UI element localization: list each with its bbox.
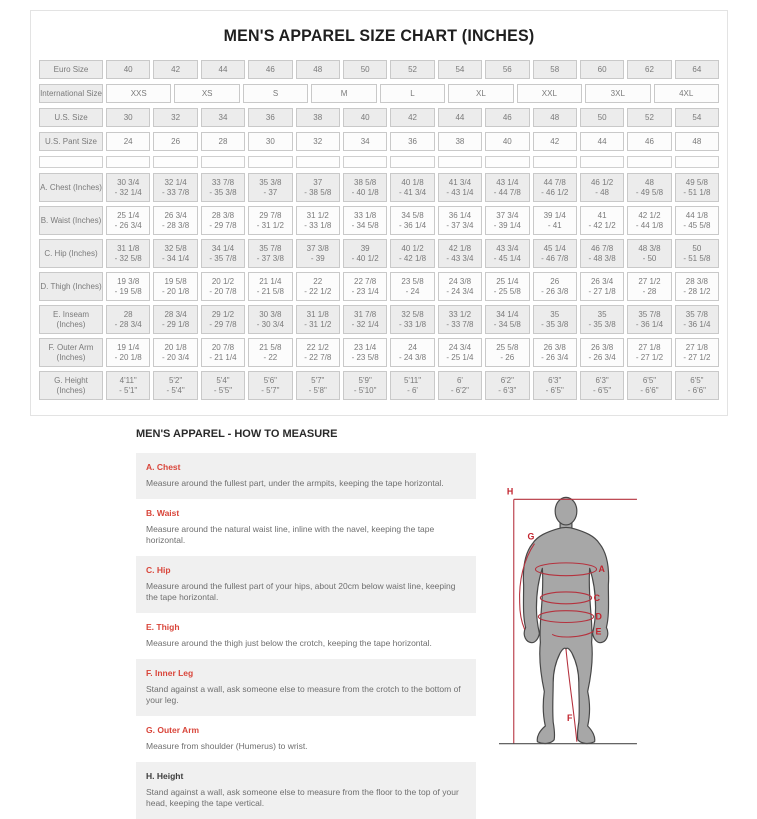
size-cell: 32 5/8 - 34 1/4: [153, 239, 197, 268]
size-cell: 62: [627, 60, 671, 79]
size-cell: 28 3/8 - 29 7/8: [201, 206, 245, 235]
size-cell: 35 7/8 - 36 1/4: [627, 305, 671, 334]
size-cell: 21 1/4 - 21 5/8: [248, 272, 292, 301]
size-cell: 48: [675, 132, 719, 151]
size-cell: 35 - 35 3/8: [580, 305, 624, 334]
size-cell: 30: [248, 132, 292, 151]
measure-item-heading: E. Thigh: [146, 622, 180, 632]
size-cell: 26 3/8 - 26 3/4: [533, 338, 577, 367]
size-cell: 37 3/8 - 39: [296, 239, 340, 268]
size-cell: 25 5/8 - 26: [485, 338, 529, 367]
size-cell: 28 3/8 - 28 1/2: [675, 272, 719, 301]
size-cell: 39 - 40 1/2: [343, 239, 387, 268]
size-cell: 46: [485, 108, 529, 127]
size-cell: 33 7/8 - 35 3/8: [201, 173, 245, 202]
size-cell: 40: [485, 132, 529, 151]
how-to-measure-title: MEN'S APPAREL - HOW TO MEASURE: [136, 428, 338, 440]
measure-instruction-item: [136, 762, 476, 819]
size-cell: 30: [106, 108, 150, 127]
size-cell: 32 5/8 - 33 1/8: [390, 305, 434, 334]
size-chart-table: [39, 60, 719, 400]
measure-instruction-item: [136, 613, 476, 659]
empty-size-cell: [106, 156, 150, 168]
size-cell: 42 1/8 - 43 3/4: [438, 239, 482, 268]
size-cell: 46: [248, 60, 292, 79]
inner-leg-line: [566, 649, 577, 742]
size-chart-row: [39, 108, 719, 127]
size-cell: 44: [580, 132, 624, 151]
measure-item-text: Stand against a wall, ask someone else to measure from the floor to the top of your head, keeping the tape vertical.: [146, 787, 459, 808]
size-cell: 43 1/4 - 44 7/8: [485, 173, 529, 202]
size-cell: 41 - 42 1/2: [580, 206, 624, 235]
size-cell: 42: [533, 132, 577, 151]
size-cell: XXS: [106, 84, 171, 103]
size-cell: 40: [106, 60, 150, 79]
size-cell: S: [243, 84, 308, 103]
measure-item-heading: B. Waist: [146, 508, 180, 518]
size-cell: 54: [438, 60, 482, 79]
size-cell: 25 1/4 - 25 5/8: [485, 272, 529, 301]
size-cell: 50 - 51 5/8: [675, 239, 719, 268]
empty-size-cell: [580, 156, 624, 168]
size-cell: 28 3/4 - 29 1/8: [153, 305, 197, 334]
size-cell: 42 1/2 - 44 1/8: [627, 206, 671, 235]
size-cell: 60: [580, 60, 624, 79]
size-cell: 50: [343, 60, 387, 79]
size-chart-row: [39, 239, 719, 268]
size-cell: 41 3/4 - 43 1/4: [438, 173, 482, 202]
measure-item-heading: F. Inner Leg: [146, 668, 194, 678]
size-chart-row: [39, 60, 719, 79]
measure-instruction-item: [136, 453, 476, 499]
size-cell: 40 1/8 - 41 3/4: [390, 173, 434, 202]
size-cell: 4XL: [654, 84, 719, 103]
size-cell: 24 3/8 - 24 3/4: [438, 272, 482, 301]
size-cell: 40: [343, 108, 387, 127]
size-cell: 49 5/8 - 51 1/8: [675, 173, 719, 202]
size-cell: 22 - 22 1/2: [296, 272, 340, 301]
size-cell: 19 3/8 - 19 5/8: [106, 272, 150, 301]
size-cell: XL: [448, 84, 513, 103]
size-cell: 48 - 49 5/8: [627, 173, 671, 202]
size-cell: 3XL: [585, 84, 650, 103]
measure-instructions-list: [136, 453, 476, 819]
size-cell: 34 1/4 - 34 5/8: [485, 305, 529, 334]
size-cell: 48 3/8 - 50: [627, 239, 671, 268]
size-cell: 24 - 24 3/8: [390, 338, 434, 367]
measure-item-text: Stand against a wall, ask someone else to measure from the crotch to the bottom of your leg.: [146, 684, 461, 705]
size-cell: 29 1/2 - 29 7/8: [201, 305, 245, 334]
size-cell: 21 5/8 - 22: [248, 338, 292, 367]
empty-size-cell: [390, 156, 434, 168]
size-cell: 23 5/8 - 24: [390, 272, 434, 301]
size-cell: 26 3/4 - 28 3/8: [153, 206, 197, 235]
empty-size-cell: [201, 156, 245, 168]
row-label: U.S. Pant Size: [39, 132, 103, 151]
size-cell: 24 3/4 - 25 1/4: [438, 338, 482, 367]
measure-item-text: Measure from shoulder (Humerus) to wrist.: [146, 741, 308, 751]
size-cell: 26 3/8 - 26 3/4: [580, 338, 624, 367]
empty-size-cell: [438, 156, 482, 168]
empty-size-cell: [627, 156, 671, 168]
size-cell: 33 1/8 - 34 5/8: [343, 206, 387, 235]
size-cell: 33 1/2 - 33 7/8: [438, 305, 482, 334]
size-cell: 42: [390, 108, 434, 127]
size-chart-row: [39, 272, 719, 301]
row-label: [39, 156, 103, 168]
size-cell: 31 1/8 - 31 1/2: [296, 305, 340, 334]
size-cell: 32 1/4 - 33 7/8: [153, 173, 197, 202]
size-cell: 38: [296, 108, 340, 127]
row-label: B. Waist (Inches): [39, 206, 103, 235]
size-cell: 5'11" - 6': [390, 371, 434, 400]
measure-item-text: Measure around the natural waist line, inline with the navel, keeping the tape horizontal.: [146, 524, 435, 545]
size-cell: 20 7/8 - 21 1/4: [201, 338, 245, 367]
row-label: G. Height (Inches): [39, 371, 103, 400]
size-cell: 38 5/8 - 40 1/8: [343, 173, 387, 202]
row-label: E. Inseam (Inches): [39, 305, 103, 334]
size-cell: 34: [201, 108, 245, 127]
row-label: Euro Size: [39, 60, 103, 79]
size-cell: 36: [248, 108, 292, 127]
row-label: International Size: [39, 84, 103, 103]
size-cell: 48: [296, 60, 340, 79]
size-cell: 48: [533, 108, 577, 127]
size-chart-row: [39, 156, 719, 168]
size-cell: 50: [580, 108, 624, 127]
size-cell: 31 1/8 - 32 5/8: [106, 239, 150, 268]
body-measure-diagram: [486, 453, 646, 793]
size-cell: 42: [153, 60, 197, 79]
size-chart-row: [39, 206, 719, 235]
measure-instruction-item: [136, 499, 476, 556]
empty-size-cell: [533, 156, 577, 168]
size-cell: M: [311, 84, 376, 103]
size-cell: 46: [627, 132, 671, 151]
row-label: D. Thigh (Inches): [39, 272, 103, 301]
size-cell: 26 - 26 3/8: [533, 272, 577, 301]
size-chart-row: [39, 173, 719, 202]
size-cell: 19 1/4 - 20 1/8: [106, 338, 150, 367]
row-label: C. Hip (Inches): [39, 239, 103, 268]
size-cell: 45 1/4 - 46 7/8: [533, 239, 577, 268]
size-cell: 37 - 38 5/8: [296, 173, 340, 202]
size-cell: 37 3/4 - 39 1/4: [485, 206, 529, 235]
size-cell: 20 1/2 - 20 7/8: [201, 272, 245, 301]
empty-size-cell: [248, 156, 292, 168]
size-cell: 34 5/8 - 36 1/4: [390, 206, 434, 235]
size-cell: 23 1/4 - 23 5/8: [343, 338, 387, 367]
measure-item-text: Measure around the fullest part of your hips, about 20cm below waist line, keeping the tape horizontal.: [146, 581, 456, 602]
size-cell: 58: [533, 60, 577, 79]
size-cell: 5'7" - 5'8": [296, 371, 340, 400]
size-cell: 6'2" - 6'3": [485, 371, 529, 400]
size-cell: 22 7/8 - 23 1/4: [343, 272, 387, 301]
how-to-measure-section: [136, 428, 648, 819]
size-cell: 5'6" - 5'7": [248, 371, 292, 400]
size-cell: 46 1/2 - 48: [580, 173, 624, 202]
size-cell: 6'3" - 6'5": [533, 371, 577, 400]
size-chart-row: [39, 305, 719, 334]
figure-label-outer-arm: G: [527, 531, 535, 542]
measure-item-heading: H. Height: [146, 771, 184, 781]
measure-item-heading: A. Chest: [146, 462, 181, 472]
size-cell: 5'4" - 5'5": [201, 371, 245, 400]
size-cell: 34 1/4 - 35 7/8: [201, 239, 245, 268]
size-cell: 46 7/8 - 48 3/8: [580, 239, 624, 268]
size-chart-row: [39, 132, 719, 151]
size-cell: 30 3/8 - 30 3/4: [248, 305, 292, 334]
size-cell: 34: [343, 132, 387, 151]
empty-size-cell: [675, 156, 719, 168]
size-cell: 5'2" - 5'4": [153, 371, 197, 400]
size-cell: 6' - 6'2": [438, 371, 482, 400]
size-cell: 30 3/4 - 32 1/4: [106, 173, 150, 202]
size-cell: XS: [174, 84, 239, 103]
size-chart-panel: [30, 10, 728, 416]
size-cell: 25 1/4 - 26 3/4: [106, 206, 150, 235]
size-cell: L: [380, 84, 445, 103]
size-cell: 28: [201, 132, 245, 151]
size-cell: 44 7/8 - 46 1/2: [533, 173, 577, 202]
figure-label-inner-leg: F: [566, 713, 573, 724]
size-cell: 52: [390, 60, 434, 79]
measure-instruction-item: [136, 716, 476, 762]
figure-label-hip: D: [595, 611, 602, 622]
measurement-figure: [486, 453, 646, 819]
size-cell: 38: [438, 132, 482, 151]
size-cell: 6'5" - 6'6": [675, 371, 719, 400]
figure-label-height: H: [506, 486, 514, 497]
measure-instruction-item: [136, 556, 476, 613]
size-cell: 20 1/8 - 20 3/4: [153, 338, 197, 367]
measure-instruction-item: [136, 659, 476, 716]
size-cell: 4'11" - 5'1": [106, 371, 150, 400]
size-cell: 35 7/8 - 36 1/4: [675, 305, 719, 334]
size-cell: 44: [201, 60, 245, 79]
figure-label-waist: C: [593, 592, 601, 603]
size-cell: 54: [675, 108, 719, 127]
row-label: A. Chest (Inches): [39, 173, 103, 202]
size-cell: 31 1/2 - 33 1/8: [296, 206, 340, 235]
row-label: F. Outer Arm (Inches): [39, 338, 103, 367]
size-cell: 22 1/2 - 22 7/8: [296, 338, 340, 367]
size-cell: 6'3" - 6'5": [580, 371, 624, 400]
size-cell: 64: [675, 60, 719, 79]
size-cell: 24: [106, 132, 150, 151]
measure-item-text: Measure around the thigh just below the crotch, keeping the tape horizontal.: [146, 638, 432, 648]
size-cell: 6'5" - 6'6": [627, 371, 671, 400]
empty-size-cell: [343, 156, 387, 168]
size-chart-row: [39, 338, 719, 367]
figure-label-chest: A: [598, 564, 605, 575]
size-cell: 36: [390, 132, 434, 151]
size-cell: 36 1/4 - 37 3/4: [438, 206, 482, 235]
size-cell: 29 7/8 - 31 1/2: [248, 206, 292, 235]
empty-size-cell: [485, 156, 529, 168]
size-cell: 26: [153, 132, 197, 151]
size-chart-row: [39, 371, 719, 400]
size-cell: 40 1/2 - 42 1/8: [390, 239, 434, 268]
size-chart-row: [39, 84, 719, 103]
size-cell: 35 7/8 - 37 3/8: [248, 239, 292, 268]
size-cell: 52: [627, 108, 671, 127]
row-label: U.S. Size: [39, 108, 103, 127]
size-cell: 35 - 35 3/8: [533, 305, 577, 334]
size-chart-title: MEN'S APPAREL SIZE CHART (INCHES): [223, 26, 535, 45]
size-cell: 32: [296, 132, 340, 151]
measure-item-heading: C. Hip: [146, 565, 171, 575]
size-cell: 26 3/4 - 27 1/8: [580, 272, 624, 301]
size-cell: 27 1/8 - 27 1/2: [675, 338, 719, 367]
size-cell: 5'9" - 5'10": [343, 371, 387, 400]
measure-item-text: Measure around the fullest part, under the armpits, keeping the tape horizontal.: [146, 478, 444, 488]
size-cell: 27 1/8 - 27 1/2: [627, 338, 671, 367]
figure-label-thigh: E: [595, 626, 602, 637]
size-cell: 44: [438, 108, 482, 127]
size-cell: 19 5/8 - 20 1/8: [153, 272, 197, 301]
size-cell: 31 7/8 - 32 1/4: [343, 305, 387, 334]
size-cell: 56: [485, 60, 529, 79]
size-cell: 35 3/8 - 37: [248, 173, 292, 202]
size-cell: 44 1/8 - 45 5/8: [675, 206, 719, 235]
size-cell: 39 1/4 - 41: [533, 206, 577, 235]
size-cell: 32: [153, 108, 197, 127]
size-cell: 28 - 28 3/4: [106, 305, 150, 334]
size-cell: XXL: [517, 84, 582, 103]
measure-item-heading: G. Outer Arm: [146, 725, 200, 735]
size-cell: 27 1/2 - 28: [627, 272, 671, 301]
empty-size-cell: [296, 156, 340, 168]
size-cell: 43 3/4 - 45 1/4: [485, 239, 529, 268]
empty-size-cell: [153, 156, 197, 168]
